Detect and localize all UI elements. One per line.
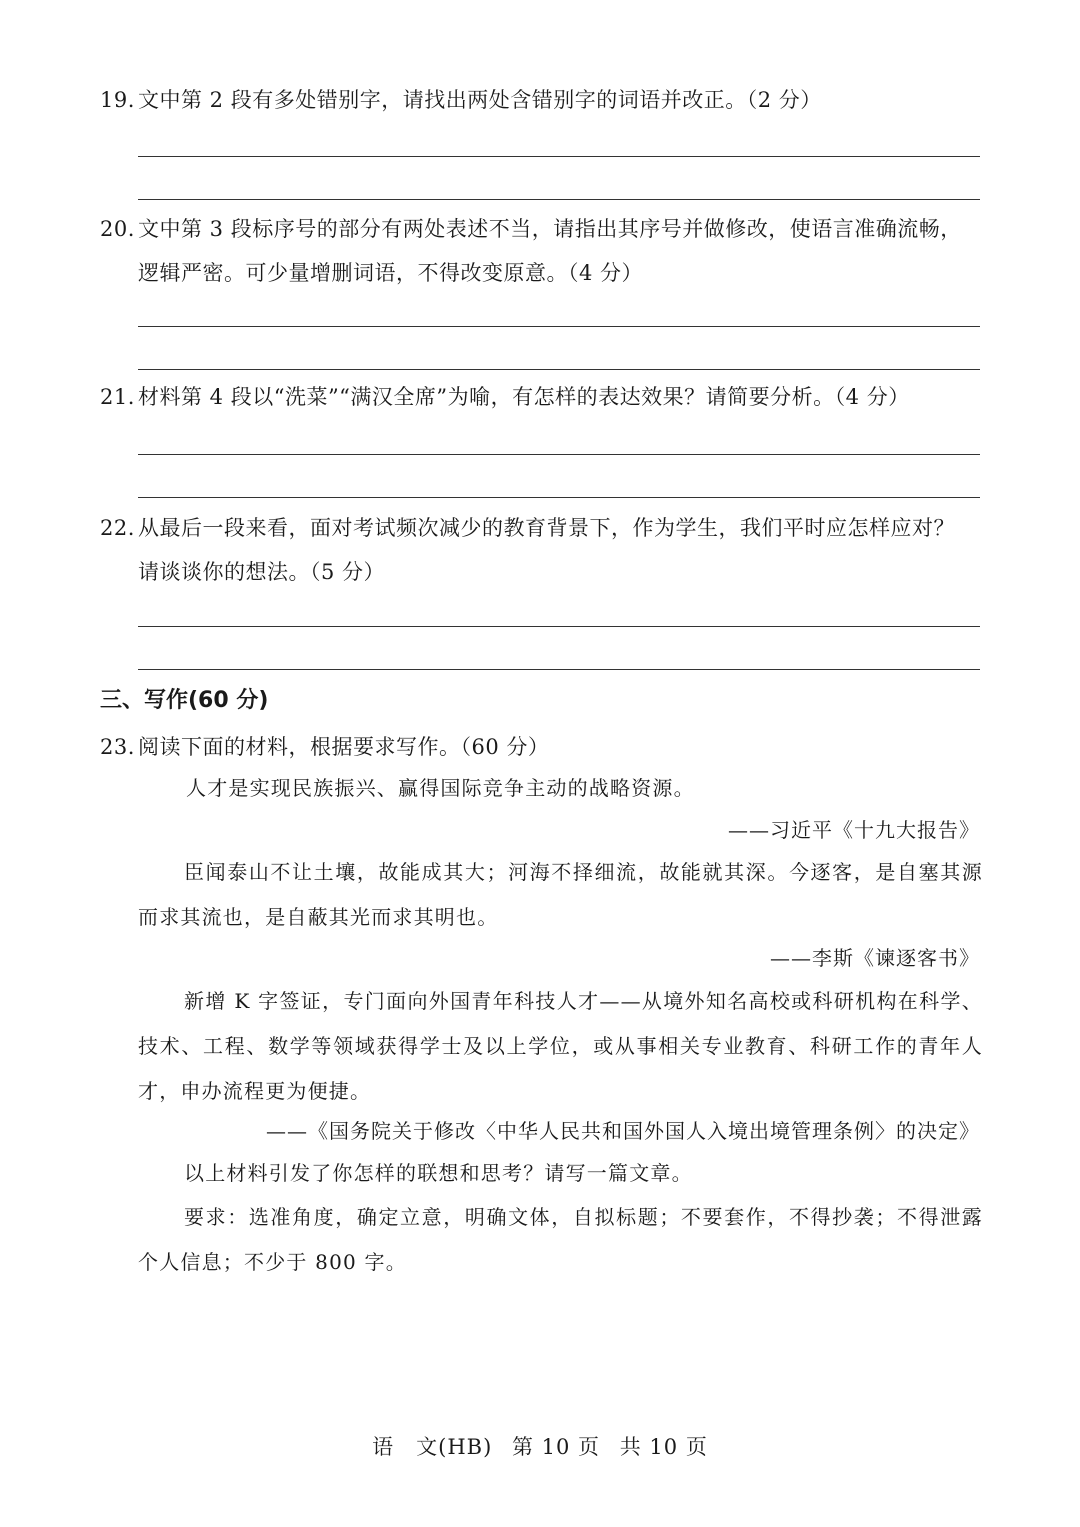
question-number: 20.	[100, 217, 135, 241]
answer-line[interactable]	[138, 156, 980, 157]
question-20	[100, 207, 990, 295]
question-number: 21.	[100, 385, 135, 409]
question-number: 23.	[100, 735, 135, 759]
answer-line[interactable]	[138, 199, 980, 200]
question-22	[100, 506, 990, 594]
answer-line[interactable]	[138, 497, 980, 498]
footer-page: 第 10 页	[511, 1435, 601, 1459]
material-source-3: ——《国务院关于修改〈中华人民共和国外国人入境出境管理条例〉的决定》	[266, 1119, 980, 1143]
footer-total: 共 10 页	[619, 1435, 708, 1459]
question-number: 22.	[100, 516, 135, 540]
material-source-1: ——习近平《十九大报告》	[728, 818, 980, 842]
question-23	[100, 725, 990, 769]
answer-line[interactable]	[138, 669, 980, 670]
answer-line[interactable]	[138, 369, 980, 370]
question-number: 19.	[100, 88, 135, 112]
answer-line[interactable]	[138, 326, 980, 327]
question-text: 从最后一段来看，面对考试频次减少的教育背景下，作为学生，我们平时应怎样应对？	[138, 516, 955, 540]
question-text: 阅读下面的材料，根据要求写作。（60 分）	[138, 735, 550, 759]
question-text: 材料第 4 段以“洗菜”“满汉全席”为喻，有怎样的表达效果？请简要分析。（4 分）	[138, 385, 910, 409]
material-quote-1: 人才是实现民族振兴、赢得国际竞争主动的战略资源。	[186, 776, 695, 800]
page-footer	[0, 1432, 1080, 1462]
writing-requirements: 要求：选准角度，确定立意，明确文体，自拟标题；不要套作，不得抄袭；不得泄露个人信息；不少于 800 字。	[138, 1205, 983, 1274]
question-19	[100, 78, 990, 122]
writing-prompt: 以上材料引发了你怎样的联想和思考？请写一篇文章。	[184, 1161, 693, 1185]
question-text: 文中第 3 段标序号的部分有两处表述不当，请指出其序号并做修改，使语言准确流畅，	[138, 217, 962, 241]
footer-subject: 语 文(HB)	[372, 1435, 493, 1459]
answer-line[interactable]	[138, 626, 980, 627]
material-quote-2: 臣闻泰山不让土壤，故能成其大；河海不择细流，故能就其深。今逐客，是自塞其源而求其流也，是自蔽其光而求其明也。	[138, 860, 983, 929]
question-text: 文中第 2 段有多处错别字，请找出两处含错别字的词语并改正。（2 分）	[138, 88, 822, 112]
section-title: 三、写作(60 分)	[100, 688, 269, 713]
material-quote-3: 新增 K 字签证，专门面向外国青年科技人才——从境外知名高校或科研机构在科学、技术、工程、数学等领域获得学士及以上学位，或从事相关专业教育、科研工作的青年人才，申办流程更为便捷。	[138, 989, 983, 1103]
answer-line[interactable]	[138, 454, 980, 455]
question-21	[100, 375, 990, 419]
material-source-2: ——李斯《谏逐客书》	[770, 946, 980, 970]
question-text-cont: 请谈谈你的想法。（5 分）	[138, 560, 386, 584]
question-text-cont: 逻辑严密。可少量增删词语，不得改变原意。（4 分）	[138, 261, 644, 285]
